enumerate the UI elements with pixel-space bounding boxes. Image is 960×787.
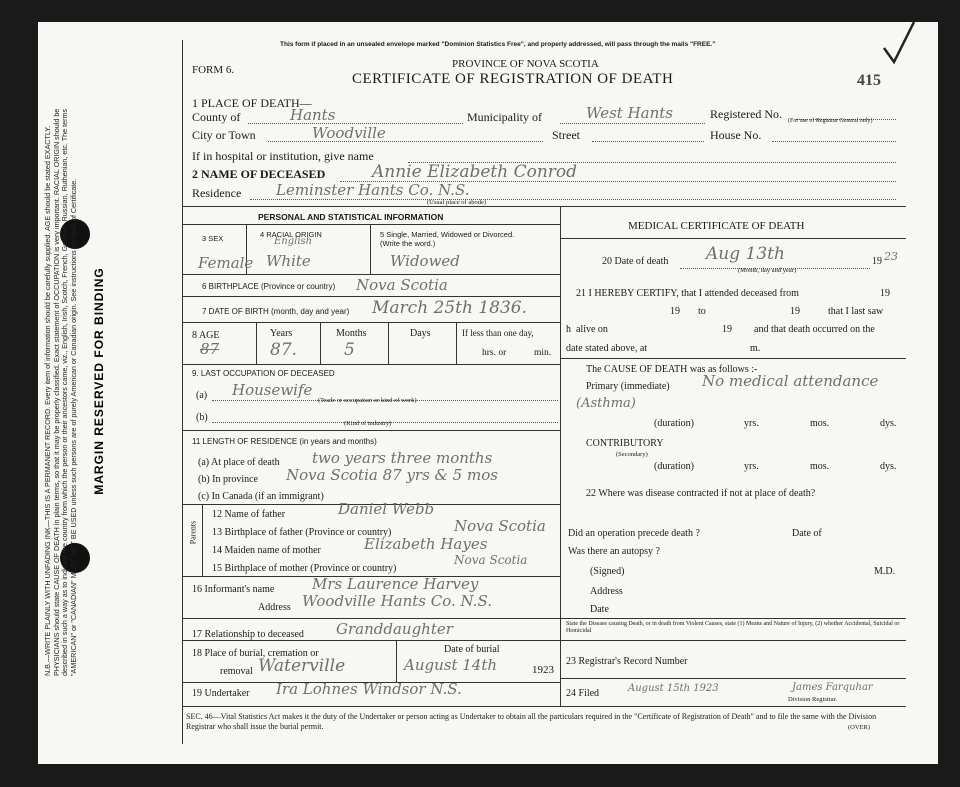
deceased-name-label: 2 NAME OF DECEASED [192, 167, 326, 181]
row-line [182, 296, 560, 297]
in-canada-label: (c) In Canada (if an immigrant) [198, 491, 324, 502]
occupation-a-note: (Trade or occupation or kind of work) [318, 397, 417, 404]
place-heading: 1 PLACE OF DEATH— [192, 96, 312, 110]
registrar-label: Division Registrar. [788, 696, 838, 703]
row-line [182, 274, 560, 275]
municipality-value: West Hants [586, 104, 673, 122]
registrar-signature: James Farquhar [792, 682, 873, 693]
residence-value: Leminster Hants Co. N.S. [276, 181, 470, 199]
personal-heading: PERSONAL AND STATISTICAL INFORMATION [258, 212, 444, 222]
death-year: 23 [884, 250, 898, 263]
death-date-value: Aug 13th [706, 244, 785, 264]
sex-label: 3 SEX [202, 234, 224, 243]
signed-label: (Signed) [590, 566, 625, 577]
date-stated-label: date stated above, at [566, 343, 648, 354]
h-label: h [566, 324, 571, 335]
registrar-number-label: 23 Registrar's Record Number [566, 656, 688, 667]
county-label: County of [192, 110, 241, 124]
contributory-mos-label: mos. [810, 461, 830, 472]
primary-mos-label: mos. [810, 418, 830, 429]
death-date-label: 20 Date of death [602, 256, 669, 267]
in-province-value: Nova Scotia 87 yrs & 5 mos [286, 466, 498, 484]
birthplace-value: Nova Scotia [356, 276, 448, 294]
secondary-note: (Secondary) [616, 451, 648, 458]
city-value: Woodville [312, 124, 386, 142]
undertaker-label: 19 Undertaker [192, 688, 250, 699]
row-line [182, 224, 560, 225]
informant-value: Mrs Laurence Harvey [312, 575, 479, 593]
filed-value: August 15th 1923 [628, 683, 719, 694]
form-number: FORM 6. [192, 64, 235, 76]
at-place-label: (a) At place of death [198, 457, 280, 468]
col-line [202, 504, 203, 576]
burial-label: 18 Place of burial, cremation or [192, 648, 319, 659]
filed-label: 24 Filed [566, 688, 600, 699]
md-label: M.D. [874, 566, 896, 577]
racial-label: 4 RACIAL ORIGIN [260, 230, 322, 239]
informant-label: 16 Informant's name [192, 584, 275, 595]
contracted-label: 22 Where was disease contracted if not at place of death? [586, 488, 816, 499]
left-border [182, 40, 183, 744]
street-line [592, 141, 704, 142]
registered-note: (For use of Registrar General only) [788, 118, 873, 124]
county-value: Hants [290, 106, 336, 124]
city-line [268, 141, 543, 142]
hospital-label: If in hospital or institution, give name [192, 149, 374, 163]
marital-note: (Write the word.) [380, 239, 436, 248]
to-year: 19 [790, 306, 800, 317]
primary-value-2: (Asthma) [576, 396, 636, 411]
section-46-note: SEC. 46—Vital Statistics Act makes it the duty of the Undertaker or person acting as Undertaker to obtain all the particulars required in the "Certificate of Registration of Death" and to file the same with the Division Registrar who shall issue the burial permit. [186, 712, 877, 731]
row-line [560, 618, 906, 619]
row-line [560, 358, 906, 359]
residence-length-label: 11 LENGTH OF RESIDENCE (in years and months) [192, 437, 377, 446]
cause-label: The CAUSE OF DEATH was as follows :- [586, 364, 758, 375]
father-birthplace-label: 13 Birthplace of father (Province or country) [212, 527, 392, 538]
col-line [388, 322, 389, 364]
medical-address-label: Address [590, 586, 623, 597]
primary-value: No medical attendance [702, 372, 879, 390]
age-label: 8 AGE [192, 330, 220, 341]
marital-value: Widowed [390, 252, 460, 270]
certify-year: 19 [880, 288, 890, 299]
primary-label: Primary (immediate) [586, 381, 670, 392]
father-label: 12 Name of father [212, 509, 286, 520]
residence-line [250, 199, 896, 200]
death-date-note: (Month, day and year) [738, 267, 797, 274]
province-heading: PROVINCE OF NOVA SCOTIA [452, 58, 599, 70]
occupation-b-note: (Kind of industry) [344, 420, 392, 427]
death-year-prefix: 19 [872, 256, 882, 267]
col-line [456, 322, 457, 364]
primary-yrs-label: yrs. [744, 418, 759, 429]
contributory-label: CONTRIBUTORY [586, 438, 664, 449]
m-label: m. [750, 343, 761, 354]
residence-note: (Usual place of abode) [427, 199, 487, 206]
at-place-value: two years three months [312, 449, 493, 467]
section-divider [182, 206, 906, 207]
burial-year: 1923 [532, 664, 554, 676]
primary-dys-label: dys. [880, 418, 897, 429]
alive-label: alive on [576, 324, 608, 335]
sex-value: Female [198, 254, 254, 272]
years-value: 87. [270, 340, 298, 360]
contributory-duration-label: (duration) [654, 461, 694, 472]
row-line [182, 618, 560, 619]
relationship-value: Granddaughter [336, 620, 453, 638]
marital-label: 5 Single, Married, Widowed or Divorced. [380, 230, 515, 239]
mother-value: Elizabeth Hayes [364, 535, 488, 553]
occupation-b-label: (b) [196, 412, 208, 423]
side-instructions: N.B.—WRITE PLAINLY WITH UNFADING INK—THIS IS A PERMANENT RECORD. Every item of information should be carefully supplied. AGE should be stated EXACTLY. PHYSICIANS should state CAUSE OF DEATH in plain terms, so that it may be properly classified. Exact statement of OCCUPATION is very important. RACIAL ORIGIN should be described in such a way as to indicate the country from which the person or their ancestors came, viz., English, Irish, Scotch, French, German, Russian, Ruthenian, etc. The terms "AMERICAN" or "CANADIAN" MUST NOT BE USED unless such persons are of purely American or Canadian origin. See instructions on back of Certificate. [43, 108, 78, 676]
over-label: (OVER) [848, 724, 871, 731]
contributory-yrs-label: yrs. [744, 461, 759, 472]
years-label: Years [270, 328, 293, 339]
medical-heading: MEDICAL CERTIFICATE OF DEATH [628, 220, 805, 232]
months-label: Months [336, 328, 367, 339]
days-label: Days [410, 328, 431, 339]
certify-label: 21 I HEREBY CERTIFY, that I attended deceased from [576, 288, 799, 299]
occupation-a-label: (a) [196, 390, 208, 401]
medical-date-label: Date [590, 604, 609, 615]
mother-birthplace-value: Nova Scotia [454, 553, 528, 567]
dob-value: March 25th 1836. [372, 298, 528, 318]
occupation-label: 9. LAST OCCUPATION OF DECEASED [192, 369, 335, 378]
row-line [182, 640, 560, 641]
alive-year: 19 [722, 324, 732, 335]
in-province-label: (b) In province [198, 474, 258, 485]
father-birthplace-value: Nova Scotia [454, 517, 546, 535]
deceased-name-value: Annie Elizabeth Conrod [372, 162, 578, 182]
relationship-label: 17 Relationship to deceased [192, 629, 304, 640]
racial-above-value: English [274, 236, 313, 247]
municipality-line [560, 123, 705, 124]
mother-label: 14 Maiden name of mother [212, 545, 321, 556]
months-value: 5 [344, 340, 355, 360]
city-label: City or Town [192, 128, 256, 142]
column-divider [560, 206, 561, 706]
autopsy-label: Was there an autopsy ? [568, 546, 660, 557]
residence-label: Residence [192, 186, 242, 200]
burial-date-label: Date of burial [444, 644, 500, 655]
death-occurred-label: and that death occurred on the [754, 324, 875, 335]
min-label: min. [534, 348, 552, 358]
municipality-label: Municipality of [467, 110, 542, 124]
from-year: 19 [670, 306, 680, 317]
footer-divider [182, 706, 906, 707]
last-saw-label: that I last saw [828, 306, 884, 317]
certificate-title: CERTIFICATE OF REGISTRATION OF DEATH [352, 71, 674, 87]
dob-label: 7 DATE OF BIRTH (month, day and year) [202, 307, 350, 316]
row-line [560, 238, 906, 239]
side-margin [44, 86, 184, 676]
operation-date-label: Date of [792, 528, 822, 539]
house-label: House No. [710, 128, 762, 142]
address-label: Address [258, 602, 291, 613]
removal-label: removal [220, 666, 253, 677]
row-line [182, 430, 560, 431]
hrs-label: hrs. or [482, 348, 507, 358]
address-value: Woodville Hants Co. N.S. [302, 592, 492, 610]
violent-note: State the Disease causing Death, or in death from Violent Causes, state (1) Means and Nature of Injury, (2) whether Accidental, Suicidal or Homicidal [566, 621, 900, 634]
parents-label: Parents [188, 520, 198, 545]
undertaker-value: Ira Lohnes Windsor N.S. [276, 680, 462, 698]
col-line [370, 224, 371, 274]
mother-birthplace-label: 15 Birthplace of mother (Province or country) [212, 563, 397, 574]
registered-label: Registered No. [710, 107, 782, 121]
row-line [182, 322, 560, 323]
burial-value: Waterville [258, 656, 346, 676]
age-value: 87 [200, 340, 220, 358]
to-label: to [698, 306, 706, 317]
contributory-dys-label: dys. [880, 461, 897, 472]
house-line [772, 141, 896, 142]
col-line [396, 640, 397, 682]
street-label: Street [552, 128, 580, 142]
less-than-day-label: If less than one day, [462, 328, 534, 338]
racial-value: White [266, 252, 311, 270]
primary-duration-label: (duration) [654, 418, 694, 429]
father-value: Daniel Webb [338, 500, 435, 518]
certificate-number: 415 [857, 72, 881, 89]
operation-label: Did an operation precede death ? [568, 528, 700, 539]
col-line [256, 322, 257, 364]
col-line [320, 322, 321, 364]
row-line [560, 678, 906, 679]
occupation-a-value: Housewife [232, 381, 313, 399]
row-line [560, 640, 906, 641]
check-mark-icon [880, 18, 920, 68]
mail-note: This form if placed in an unsealed envelope marked "Dominion Statistics Free", and properly addressed, will pass through the mails "FREE." [280, 41, 716, 48]
burial-date-value: August 14th [404, 656, 498, 674]
margin-reserved-label: MARGIN RESERVED FOR BINDING [92, 267, 106, 495]
birthplace-label: 6 BIRTHPLACE (Province or country) [202, 282, 336, 291]
row-line [182, 364, 560, 365]
